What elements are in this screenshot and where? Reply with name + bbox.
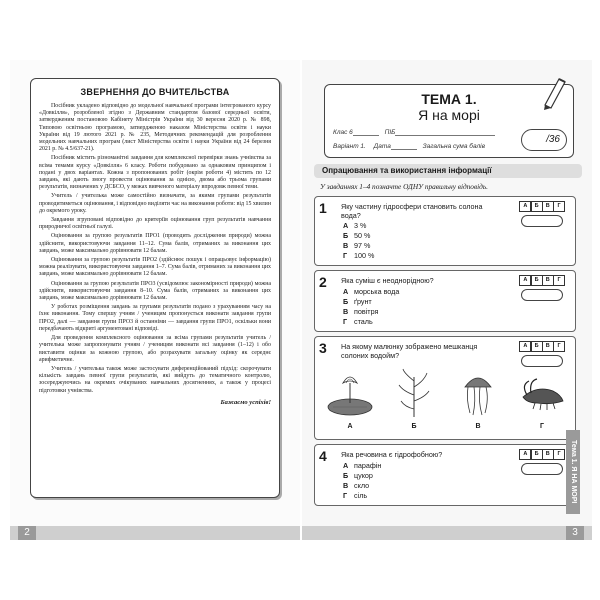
option-text: цукор — [354, 471, 373, 480]
option-text: 3 % — [354, 221, 367, 230]
option-letter: Б — [343, 297, 349, 306]
note-paragraph: Завдання згруповані відповідно до критеріїв оцінювання груп результатів навчання природничої освітньої галузі. — [39, 217, 271, 231]
question-1 — [314, 196, 576, 266]
topic-title: ТЕМА 1. — [421, 91, 477, 107]
question-4 — [314, 444, 576, 506]
option-text: сталь — [354, 317, 373, 326]
answer-cell-d[interactable]: Г — [553, 201, 565, 212]
class-label: Клас 6 — [333, 129, 353, 136]
answer-cell-b[interactable]: Б — [531, 341, 543, 352]
meta-row-class — [333, 129, 499, 136]
answer-cell-b[interactable]: Б — [531, 449, 543, 460]
option-text: морська вода — [354, 287, 400, 296]
option-b[interactable] — [343, 297, 372, 306]
answer-cell-c[interactable]: В — [542, 275, 554, 286]
total-label: Загальна сума балів — [422, 143, 485, 150]
question-number: 3 — [319, 340, 327, 356]
option-a[interactable] — [343, 461, 381, 470]
answer-cell-d[interactable]: Г — [553, 449, 565, 460]
option-text: 97 % — [354, 241, 371, 250]
option-b[interactable] — [343, 231, 370, 240]
answer-grid[interactable] — [520, 449, 565, 460]
question-number: 4 — [319, 448, 327, 464]
answer-cell-a[interactable]: А — [519, 341, 531, 352]
note-paragraph: Оцінювання за групою результатів ПРО2 (здійснює пошук і опрацьовує інформацію) можна реалізувати, використовуючи завдання 1–7. Сума балів, отриманих за виконання цих завдань, може максимально дорівнювати 12 балам. — [39, 257, 271, 278]
option-d[interactable] — [343, 317, 373, 326]
teacher-note-box — [30, 78, 280, 498]
answer-cell-d[interactable]: Г — [553, 275, 565, 286]
option-letter: А — [343, 221, 349, 230]
option-letter: В — [343, 241, 349, 250]
option-c[interactable] — [343, 481, 369, 490]
answer-cell-b[interactable]: Б — [531, 275, 543, 286]
option-d[interactable] — [343, 491, 367, 500]
answer-cell-a[interactable]: А — [519, 201, 531, 212]
option-text: скло — [354, 481, 370, 490]
option-letter: Б — [343, 471, 349, 480]
option-letter: В — [343, 307, 349, 316]
note-paragraph: Оцінювання за групою результатів ПРО1 (проводить дослідження природи) можна здійснити, використовуючи завдання 11–12. Сума балів, отриманих за виконання цих завдань, може максимально дорівнювати 12 балам. — [39, 233, 271, 254]
option-text: парафін — [354, 461, 382, 470]
answer-cell-a[interactable]: А — [519, 449, 531, 460]
option-letter: Г — [343, 317, 348, 326]
instruction-text: У завданнях 1–4 позначте ОДНУ правильну відповідь. — [320, 182, 488, 191]
meta-row-variant — [333, 143, 485, 150]
crayfish-icon[interactable] — [517, 367, 567, 419]
question-number: 2 — [319, 274, 327, 290]
score-box[interactable]: /36 — [521, 129, 567, 151]
note-paragraph: Посібник укладено відповідно до модельної навчальної програми інтегрованого курсу «Довкілля», розробленої згідно з Державним стандартом базової середньої освіти, затвердженим постановою Кабінету Міністрів України від 30 вересня 2020 р. № 898, Типовою освітньою програмою, затвердженою наказом Міністерства освіти і науки України від 19 лютого 2021 р. № 235, Методичних рекомендацій для розроблення модельних навчальних програм (лист Міністерства освіти і науки України від 24 березня 2021 р. № 4.5/637-21). — [39, 103, 271, 153]
answer-grid[interactable] — [520, 275, 565, 286]
option-a[interactable] — [343, 221, 366, 230]
jellyfish-icon[interactable] — [453, 367, 503, 419]
side-tab: Тема 1. Я НА МОРІ — [566, 430, 580, 514]
note-title: ЗВЕРНЕННЯ ДО ВЧИТЕЛЬСТВА — [80, 87, 230, 97]
option-text: ґрунт — [354, 297, 372, 306]
question-3 — [314, 336, 576, 440]
answer-cell-b[interactable]: Б — [531, 201, 543, 212]
score-oval[interactable] — [521, 463, 563, 475]
topic-header — [324, 84, 574, 158]
question-text: На якому малюнку зображено мешканця солоних водойм? — [341, 342, 478, 360]
date-label: Дата — [373, 143, 391, 150]
score-oval[interactable] — [521, 215, 563, 227]
question-text: Яка речовина є гідрофобною? — [341, 450, 443, 459]
option-c[interactable] — [343, 307, 378, 316]
answer-cell-c[interactable]: В — [542, 341, 554, 352]
option-letter: Г — [343, 491, 348, 500]
option-letter: Б — [343, 231, 349, 240]
answer-grid[interactable] — [520, 341, 565, 352]
note-paragraph: Учитель / учителька може самостійно визначати, за якими групами результатів проводитиметься оцінювання, і відповідно виділяти час на виконання роботи: від 15 хвилин до окремого уроку. — [39, 193, 271, 214]
option-text: сіль — [354, 491, 368, 500]
picture-label-d: Г — [540, 423, 544, 430]
picture-label-c: В — [475, 423, 481, 430]
picture-label-b: Б — [411, 423, 417, 430]
answer-cell-c[interactable]: В — [542, 201, 554, 212]
option-letter: В — [343, 481, 349, 490]
score-oval[interactable] — [521, 289, 563, 301]
footer-bar — [10, 526, 300, 540]
option-text: повітря — [354, 307, 379, 316]
right-page — [302, 60, 592, 540]
topic-subtitle: Я на морі — [418, 107, 480, 123]
option-c[interactable] — [343, 241, 370, 250]
answer-grid[interactable] — [520, 201, 565, 212]
page-number: 3 — [566, 526, 584, 540]
answer-cell-c[interactable]: В — [542, 449, 554, 460]
question-text: Яку частину гідросфери становить солона вода? — [341, 202, 483, 220]
pencil-icon — [539, 71, 569, 111]
footer-bar — [302, 526, 592, 540]
option-letter: А — [343, 287, 349, 296]
name-field[interactable] — [395, 129, 495, 136]
question-number: 1 — [319, 200, 327, 216]
question-2 — [314, 270, 576, 332]
option-d[interactable] — [343, 251, 374, 260]
picture-label-a: А — [347, 423, 353, 430]
option-text: 50 % — [354, 231, 371, 240]
option-letter: А — [343, 461, 349, 470]
question-text: Яка суміш є неоднорідною? — [341, 276, 434, 285]
option-a[interactable] — [343, 287, 399, 296]
section-title: Опрацювання та використання інформації — [314, 164, 582, 178]
note-paragraph: Оцінювання за групою результатів ПРО3 (усвідомлює закономірності природи) можна здійснити, використовуючи завдання 8–10. Сума балів, отриманих за виконання цих завдань, може максимально дорівнювати 12 балам. — [39, 280, 271, 302]
note-signature: Бажаємо успіхів! — [220, 398, 271, 406]
note-paragraph: Учитель / учителька також може застосувати диференційований підхід: скорочувати кількість завдань певної групи результатів, які вийдуть до тематичного контролю, зосереджуючись на окремих очікуваних навчальних досягненнях, а також у процесі підготовки учнівства. — [39, 365, 271, 394]
answer-cell-d[interactable]: Г — [553, 341, 565, 352]
variant-label: Варіант 1. — [333, 143, 366, 150]
water-plant-icon[interactable] — [389, 367, 439, 419]
option-b[interactable] — [343, 471, 373, 480]
left-page — [10, 60, 300, 540]
class-field[interactable] — [353, 129, 379, 136]
note-paragraph: Для проведення комплексного оцінювання за всіма групами результатів учитель / учителька може запропонувати учням / ученицям виконати всі завдання (1–12) і обо виставити оцінки за кожною групою, або розрахувати загальну оцінку як середнє арифметичне. — [39, 335, 271, 363]
note-paragraph: У роботах розміщення завдань за групами результатів подано з урахуванням часу на їхнє виконання. Тому спершу учням / ученицям пропонується виконати завдання групи ПРО2, далі — завдання групи ПРО3 й останніми — завдання групи ПРО1, оскільки вони передбачають відкриті аргументовані відповіді. — [39, 304, 271, 332]
option-letter: Г — [343, 251, 348, 260]
option-text: 100 % — [354, 251, 375, 260]
page-number: 2 — [18, 526, 36, 540]
name-label: ПІБ — [384, 129, 396, 136]
score-oval[interactable] — [521, 355, 563, 367]
date-field[interactable] — [391, 143, 417, 150]
note-paragraph: Посібник містить різноманітні завдання для комплексної перевірки знань учнівства за всіма темами курсу «Довкілля» 6 класу. Роботи побудовано за однаковим принципом і подані у двох варіантах. Кожна з пропонованих робіт (окрім роботи 4) містить по 12 завдань, які дають змогу провести оцінювання за однією, двома або трьома групами результатів, визначених у ДСБСО, у межах вивченого матеріалу впродовж певної теми. — [39, 155, 271, 191]
answer-cell-a[interactable]: А — [519, 275, 531, 286]
water-lily-icon[interactable] — [325, 367, 375, 419]
